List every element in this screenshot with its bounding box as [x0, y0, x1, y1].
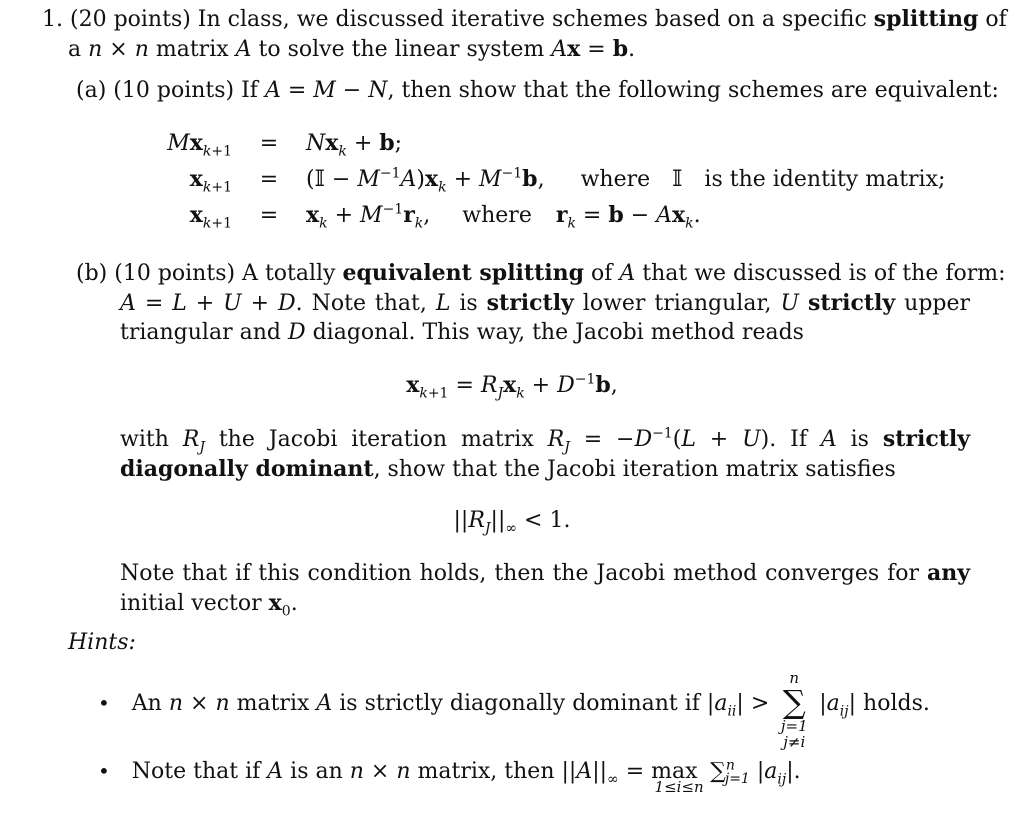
scheme-eq3: $x_{k+1} = x_k + M^{-1}r_k$, where $r_k = b - Ax_k$. — [189, 201, 701, 232]
part-b-line1-post: of A that we discussed is of the form: — [583, 261, 1006, 286]
problem-line2-text: a n × n matrix A to solve the linear system Ax = b. — [68, 36, 636, 62]
eq2-where: where — [580, 167, 651, 192]
part-b-line2: A = L + U + D. Note that, L is strictly lower triangular, U strictly upper — [120, 290, 971, 316]
scheme-eq2: $x_{k+1}$ = (𝕀 − $M^{-1}A)x_k + M^{-1}b$, where 𝕀 is the identity matrix; — [189, 165, 946, 196]
eq2-identity-note: is the identity matrix; — [704, 167, 946, 192]
part-a-label: (a) — [76, 78, 107, 103]
part-b-line1-pre: (10 points) A totally — [114, 261, 343, 286]
hint-bullet-1: • An n × n matrix A is strictly diagonally dominant if $|a_{ii}|$ > n ∑ j=1 j≠i $|a_{ij}|$ holds. — [98, 669, 930, 751]
part-b-line5 — [120, 454, 896, 485]
eq2-identity-symbol: 𝕀 — [672, 167, 683, 192]
scheme-eq1: $Mx_{k+1} = Nx_k + b$; — [167, 130, 403, 160]
part-b-note-line2: initial vector $x_0$. — [120, 590, 298, 620]
max-operator: max 1≤i≤n — [651, 759, 704, 796]
part-b-heading — [76, 258, 1006, 289]
part-a-text: (10 points) If A = M − N, then show that the following schemes are equivalent: — [113, 78, 999, 103]
sum-symbol: n ∑ j=1 j≠i — [780, 669, 808, 751]
part-b-line3: triangular and D diagonal. This way, the Jacobi method reads — [120, 320, 804, 345]
eq3-where: where — [462, 203, 532, 228]
part-b-line1-bold: equivalent splitting — [342, 260, 584, 286]
part-b-note-line1: Note that if this condition holds, then the Jacobi method converges for any — [120, 560, 970, 586]
diag-dominant-bold: diagonally dominant — [120, 456, 374, 482]
part-b-label: (b) — [76, 261, 108, 286]
problem-number: 1. — [42, 7, 63, 32]
hints-title: Hints: — [68, 630, 136, 655]
jacobi-norm-condition: $||R_J||_\infty < 1$. — [453, 508, 571, 537]
jacobi-iteration-equation: $x_{k+1} = R_Jx_k + D^{-1}b$, — [406, 371, 618, 402]
bullet-dot: • — [98, 759, 110, 783]
part-a-heading — [76, 76, 999, 106]
bullet-dot: • — [98, 691, 110, 715]
problem-line2 — [68, 34, 635, 65]
part-b-line4: with $R_J$ the Jacobi iteration matrix $R_J = -D^{-1}(L + U)$. If A is strictly — [120, 425, 971, 456]
hint-bullet-2: • Note that if A is an n × n matrix, then $||A||_\infty = \max$ 1≤i≤n ∑$^n_{j=1}$ $|a_{ij}|$. — [98, 757, 801, 796]
part-b-line5-post: , show that the Jacobi iteration matrix satisfies — [373, 457, 896, 482]
problem-line1-bold: splitting — [873, 6, 979, 32]
problem-line1-pre: (20 points) In class, we discussed iterative schemes based on a specific — [70, 7, 874, 32]
problem-statement — [42, 4, 1007, 35]
problem-line1-post: of — [978, 7, 1007, 32]
